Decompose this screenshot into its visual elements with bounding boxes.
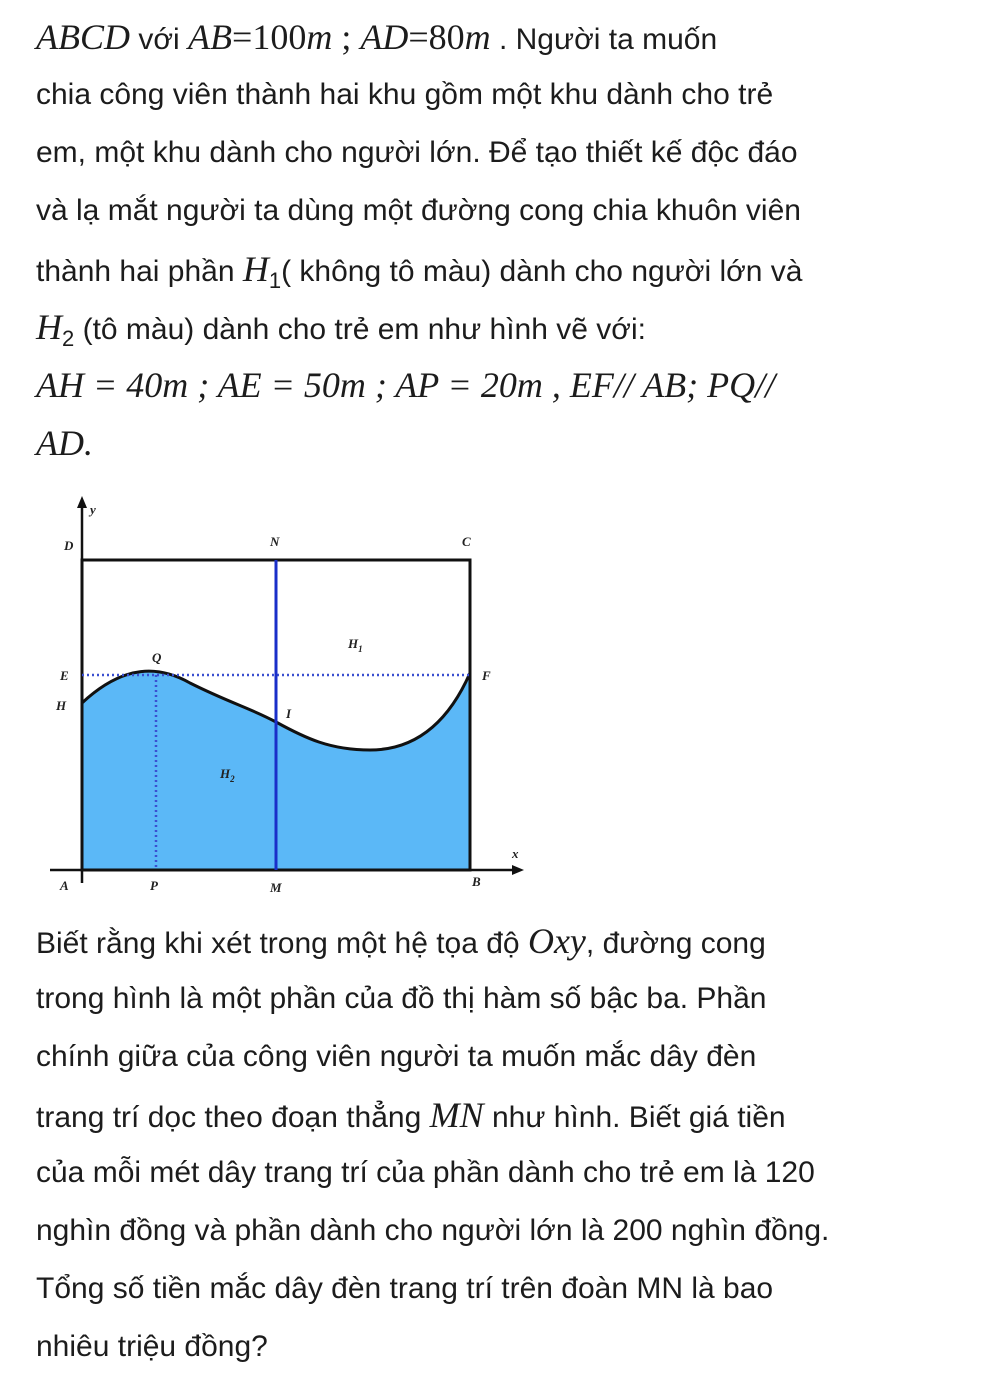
label-m: M [270,880,282,895]
p2-line-8: nhiêu triệu đồng? [36,1330,268,1363]
problem-paragraph-2 [36,912,966,1376]
math-ab: AB [188,17,232,57]
label-e: E [60,668,69,683]
math-sub-2: 2 [62,326,75,351]
p1-line-3: em, một khu dành cho người lớn. Để tạo thiết kế độc đáo [36,136,798,169]
text: thành hai phần [36,255,243,288]
math-abcd: ABCD [36,17,130,57]
label-n: N [270,534,280,549]
p1-line-2: chia công viên thành hai khu gồm một khu dành cho trẻ [36,78,774,111]
p1-line-6 [36,298,966,356]
math-semicolon: ; [332,17,361,57]
math-ad: AD [360,17,409,57]
park-diagram [30,488,530,898]
p1-line-8: AD. [36,423,93,463]
math-sub-1: 1 [268,268,282,293]
math-eq: = [232,17,253,57]
p1-line-5 [36,240,966,298]
text: Biết rằng khi xét trong một hệ tọa độ [36,927,528,960]
math-h1: H [242,249,269,289]
label-q: Q [152,650,162,665]
label-h2-sub: 2 [230,774,235,784]
p2-line-6: nghìn đồng và phần dành cho người lớn là 200 nghìn đồng. [36,1214,830,1247]
math-h2: H [36,307,62,347]
label-h1-main: H [348,636,359,651]
p1-line-1 [36,8,966,66]
p2-line-3: chính giữa của công viên người ta muốn mắc dây đèn [36,1040,757,1073]
label-p: P [150,878,158,893]
x-axis-arrow [512,865,524,875]
math-80: 80 [428,17,465,57]
label-d: D [64,538,74,553]
label-f: F [482,668,491,683]
label-a: A [60,878,69,893]
text: như hình. Biết giá tiền [483,1101,786,1134]
label-h1 [347,636,363,654]
y-axis-arrow [77,496,87,508]
math-m: m [306,17,333,57]
label-c: C [462,534,471,549]
text: , đường cong [585,927,766,960]
text: với [130,23,189,56]
math-m: m [464,17,491,57]
p2-line-2: trong hình là một phần của đồ thị hàm số bậc ba. Phần [36,982,767,1015]
p1-line-4: và lạ mắt người ta dùng một đường cong chia khuôn viên [36,194,801,227]
text: ( không tô màu) dành cho người lớn và [281,255,803,288]
label-y: y [90,502,96,517]
text: (tô màu) dành cho trẻ em như hình vẽ với: [74,313,646,346]
text: . Người ta muốn [490,23,718,56]
math-eq: = [408,17,429,57]
p2-line-4 [36,1086,966,1144]
label-i: I [286,706,292,721]
text: trang trí dọc theo đoạn thẳng [36,1101,430,1134]
p2-line-1 [36,912,966,970]
label-h2-main: H [220,766,231,781]
p1-line-7: AH = 40m ; AE = 50m ; AP = 20m , EF// AB; PQ// [36,365,776,405]
math-100: 100 [252,17,307,57]
label-x: x [512,846,519,861]
label-h1-sub: 1 [358,644,363,654]
problem-paragraph-1 [36,8,966,472]
math-oxy: Oxy [527,921,586,961]
label-b: B [472,874,481,889]
p2-line-7: Tổng số tiền mắc dây đèn trang trí trên đoàn MN là bao [36,1272,774,1305]
p2-line-5: của mỗi mét dây trang trí của phần dành cho trẻ em là 120 [36,1156,815,1189]
label-h: H [56,698,67,713]
math-mn: MN [429,1095,484,1135]
